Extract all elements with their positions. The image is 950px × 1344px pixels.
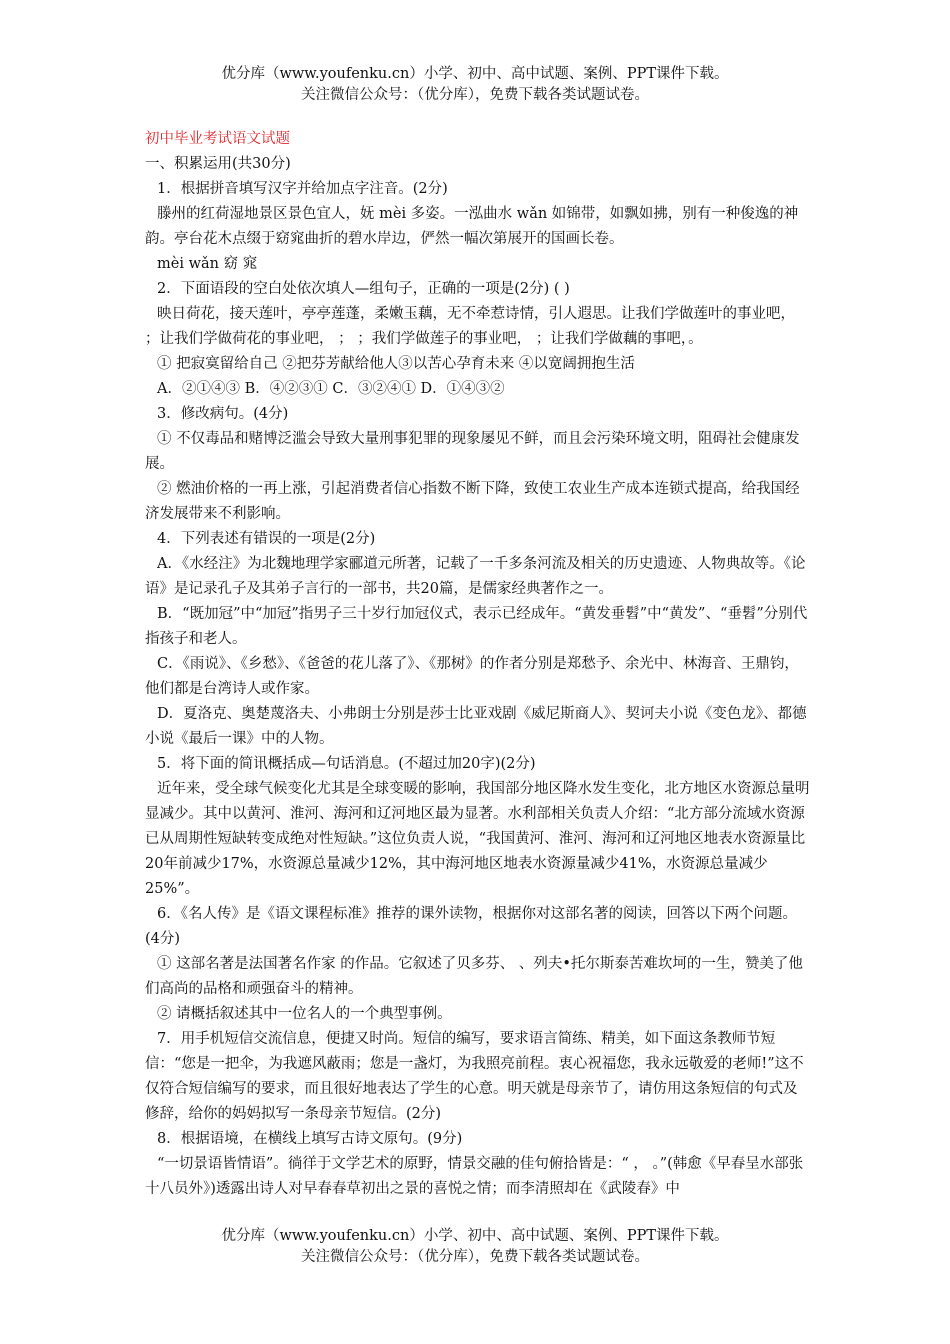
q4-option-c: C．《雨说》、《乡愁》、《爸爸的花儿落了》、《那树》的作者分别是郑愁予、余光中、林海音、王鼎钧，他们都是台湾诗人或作家。: [145, 656, 799, 697]
q3-sentence-2: ② 燃油价格的一再上涨，引起消费者信心指数不断下降，致使工农业生产成本连锁式提高，给我国经济发展带来不利影响。: [145, 481, 800, 522]
q8-stem: 8．根据语境，在横线上填写古诗文原句。(9分): [157, 1131, 463, 1147]
footer-line-2: 关注微信公众号：（优分库），免费下载各类试题试卷。: [301, 1249, 649, 1265]
q4-option-d: D．夏洛克、奥楚蔑洛夫、小弗朗士分别是莎士比亚戏剧《威尼斯商人》、契诃夫小说《变色龙》、都德小说《最后一课》中的人物。: [145, 706, 807, 747]
q5-passage: 近年来，受全球气候变化尤其是全球变暖的影响，我国部分地区降水发生变化，北方地区水资源总量明显减少。其中以黄河、淮河、海河和辽河地区最为显著。水利部相关负责人介绍：“北方部分流域水资源已从周期性短缺转变成绝对性短缺。”这位负责人说，“我国黄河、淮河、海河和辽河地区地表水资源量比20年前减少17%，水资源总量减少12%，其中海河地区地表水资源量减少41%，水资源总量减少25%”。: [145, 781, 810, 897]
q4-option-b: B．“既加冠”中“加冠”指男子三十岁行加冠仪式，表示已经成年。“黄发垂髫”中“黄发”、“垂髫”分别代指孩子和老人。: [145, 606, 808, 647]
q2-passage: 映日荷花，接天莲叶，亭亭莲蓬，柔嫩玉藕，无不牵惹诗情，引人遐思。让我们学做莲叶的事业吧， ；让我们学做荷花的事业吧， ； ；我们学做莲子的事业吧， ；让我们学做藕的事吧，。: [145, 306, 795, 347]
q3-stem: 3．修改病句。(4分): [157, 406, 289, 422]
document-body: [145, 127, 810, 1202]
q8-passage: “一切景语皆情语”。徜徉于文学艺术的原野，情景交融的佳句俯拾皆是：“ ， 。”(韩愈《早春呈水部张十八员外》)透露出诗人对早春春草初出之景的喜悦之情；而李清照却在《武陵春》中: [145, 1156, 804, 1197]
q6-sentence-1: ① 这部名著是法国著名作家 的作品。它叙述了贝多芬、 、列夫•托尔斯泰苦难坎坷的一生，赞美了他们高尚的品格和顽强奋斗的精神。: [145, 956, 803, 997]
q2-items: ① 把寂寞留给自己 ②把芬芳献给他人③以苦心孕育未来 ④以宽阔拥抱生活: [157, 356, 635, 372]
q1-blanks: mèi wǎn 窈 窕: [157, 256, 258, 272]
page-header: [0, 64, 950, 106]
q2-stem: 2．下面语段的空白处依次填人—组句子，正确的一项是(2分) ( ): [157, 281, 570, 297]
q7-stem: 7．用手机短信交流信息，便捷又时尚。短信的编写，要求语言简练、精美，如下面这条教师节短信：“您是一把伞，为我遮风蔽雨；您是一盏灯，为我照亮前程。衷心祝福您，我永远敬爱的老师!”这不仅符合短信编写的要求，而且很好地表达了学生的心意。明天就是母亲节了，请仿用这条短信的句式及修辞，给你的妈妈拟写一条母亲节短信。(2分): [145, 1031, 804, 1122]
q6-sentence-2: ② 请概括叙述其中一位名人的一个典型事例。: [157, 1006, 452, 1022]
q2-options: A．②①④③ B．④②③① C．③②④① D．①④③②: [157, 381, 505, 397]
q3-sentence-1: ① 不仅毒品和赌博泛滥会导致大量刑事犯罪的现象屡见不鲜，而且会污染环境文明，阻碍社会健康发展。: [145, 431, 800, 472]
doc-title: 初中毕业考试语文试题: [145, 131, 290, 147]
q5-stem: 5．将下面的简讯概括成—句话消息。(不超过加20字)(2分): [157, 756, 536, 772]
q4-stem: 4．下列表述有错误的一项是(2分): [157, 531, 376, 547]
q4-option-a: A．《水经注》为北魏地理学家郦道元所著，记载了一千多条河流及相关的历史遗迹、人物典故等。《论语》是记录孔子及其弟子言行的一部书，共20篇，是儒家经典著作之一。: [145, 556, 806, 597]
page-footer: [0, 1226, 950, 1268]
footer-line-1: 优分库（www.youfenku.cn）小学、初中、高中试题、案例、PPT课件下载。: [221, 1228, 729, 1244]
q1-stem: 1．根据拼音填写汉字并给加点字注音。(2分): [157, 181, 448, 197]
section-heading: 一、积累运用(共30分): [145, 156, 291, 172]
q1-passage: 滕州的红荷湿地景区景色宜人，妩 mèi 多姿。一泓曲水 wǎn 如锦带，如飘如拂，别有一种俊逸的神韵。亭台花木点缀于窈窕曲折的碧水岸边，俨然一幅次第展开的国画长卷。: [145, 206, 799, 247]
header-line-1: 优分库（www.youfenku.cn）小学、初中、高中试题、案例、PPT课件下载。: [221, 66, 729, 82]
q6-stem: 6．《名人传》是《语文课程标准》推荐的课外读物，根据你对这部名著的阅读，回答以下两个问题。(4分): [145, 906, 797, 947]
header-line-2: 关注微信公众号：（优分库），免费下载各类试题试卷。: [301, 87, 649, 103]
